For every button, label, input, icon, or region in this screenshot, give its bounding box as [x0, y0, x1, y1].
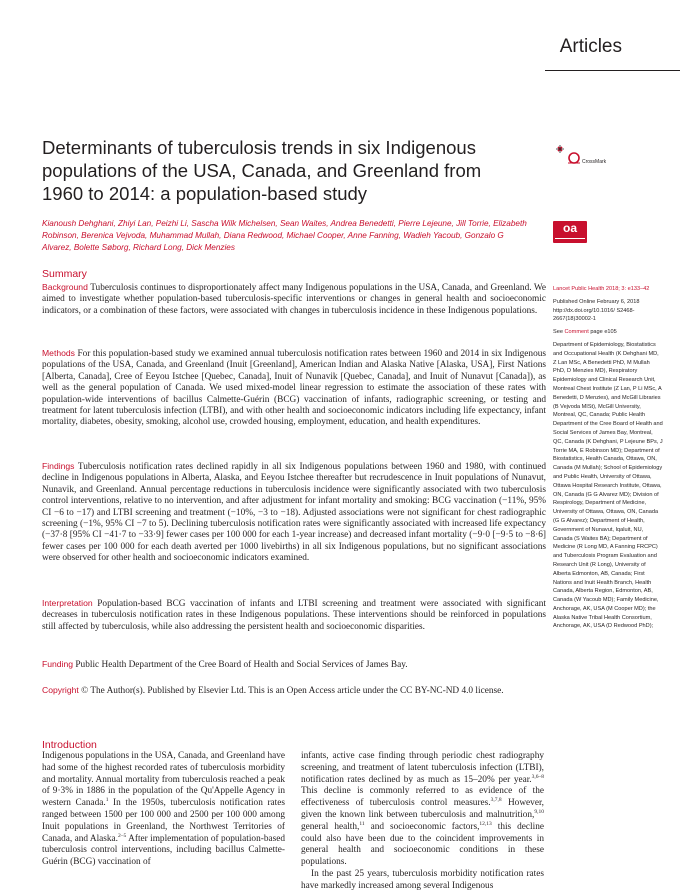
- crossmark-icon[interactable]: [552, 142, 607, 168]
- journal-citation[interactable]: Lancet Public Health 2018; 3: e133–42: [553, 286, 650, 292]
- findings-text: Tuberculosis notification rates declined rapidly in all six Indigenous populations between 1960 and 1980, with continued decline in Indigenous populations in Alberta, Alaska, and Eeyou Istchee thereafter but recrudescence in Inuit populations of Nunavut, Nunavik, and Greenland. Annual percentage reductions in tuberculosis incidence were significantly associated with two tuberculosis control interventions, relative to no intervention, and after adjustment for infant mortality and smoking: BCG vaccination (−11%, 95% CI −6 to −17) and LTBI screening and treatment (−10%, −3 to −18). Adjusted associations were not significant for chest radiographic screening (−1%, 95% CI −7 to 5). Declining tuberculosis notification rates were significantly associated with increased life expectancy (−37·8 [95% CI −41·7 to −33·9] fewer cases per 100 000 for each 1-year increase) and decreased infant mortality (−9·0 [−9·5 to −8·6] fewer cases per 100 000 for each death averted per 1000 livebirths) in all six Indigenous populations, but no significant associations were observed for other health and socioeconomic indicators examined.: [42, 462, 546, 564]
- intro-text: In the past 25 years, tuberculosis morbidity notification rates have markedly increased among several Indigenous: [301, 868, 544, 891]
- see-prefix: See: [553, 329, 565, 336]
- comment-link[interactable]: Comment: [564, 329, 589, 336]
- summary-methods: [42, 348, 546, 429]
- see-suffix: page e105: [588, 329, 617, 336]
- citation[interactable]: 11: [359, 820, 365, 827]
- introduction-column-1: [42, 751, 285, 869]
- citation[interactable]: 1: [105, 797, 109, 804]
- funding-text: Public Health Department of the Cree Board of Health and Social Services of James Bay.: [75, 660, 408, 670]
- citation[interactable]: 3,6–8: [531, 773, 544, 780]
- methods-text: For this population-based study we examined annual tuberculosis notification rates between 1960 and 2014 in six Indigenous populations of the USA, Canada, and Greenland (Inuit [Greenland], American Indian and Alaska Native [Alaska, USA], First Nations [Alberta, Canada], Cree of Eeyou Istchee [Quebec, Canada], Inuit of Nunavik [Quebec, Canada], and Inuit of Nunavut [Canada]), as well as the general population of Canada. We used mixed-model linear regression to estimate the association of these rates with population-wide interventions of bacillus Calmette-Guérin (BCG) vaccination of infants, radiographic screening, or testing and treatment for latent tuberculosis infection (LTBI), and with other health and socioeconomic indicators including life expectancy, infant mortality, diabetes, obesity, smoking, alcohol use, crowded housing, employment, education, and health expenditures.: [42, 349, 546, 428]
- crossmark-label: CrossMark: [582, 159, 607, 165]
- see-comment: [553, 328, 663, 337]
- citation[interactable]: 12,13: [479, 820, 492, 827]
- section-label: Articles: [559, 36, 622, 57]
- methods-label: Methods: [42, 348, 75, 358]
- introduction-column-2: [301, 751, 544, 893]
- intro-text: In the 1950s, tuberculosis notification rates ranged between 1500 per 100 000 and 2500 per 100 000 among Inuit populations in Greenland, the Northwest Territories of Canada, and Alaska.: [42, 798, 285, 844]
- article-sidebar: [553, 285, 663, 631]
- open-access-label: oa: [562, 221, 577, 235]
- summary-heading: Summary: [42, 268, 87, 280]
- citation[interactable]: 2–5: [118, 832, 127, 839]
- intro-text: After implementation of population-based tuberculosis control interventions, including bacillus Calmette-Guérin (BCG) vaccination of: [42, 833, 285, 868]
- citation[interactable]: 3,7,8: [490, 797, 502, 804]
- intro-text: Indigenous populations in the USA, Canada, and Greenland have had some of the highest recorded rates of tuberculosis morbidity and mortality. Annual mortality from tuberculosis reached a peak of 9·3% in 1886 in the population of the Qu'Appelle Agency in western Canada.: [42, 751, 285, 809]
- published-online[interactable]: Published Online February 6, 2018 http://dx.doi.org/10.1016/ S2468-2667(18)30002-1: [553, 298, 640, 323]
- summary-interpretation: [42, 598, 546, 633]
- funding-label: Funding: [42, 659, 74, 669]
- findings-label: Findings: [42, 461, 75, 471]
- summary-copyright: [42, 685, 546, 697]
- copyright-text: © The Author(s). Published by Elsevier Ltd. This is an Open Access article under the CC BY-NC-ND 4.0 license.: [81, 686, 504, 696]
- open-access-underline: [555, 236, 585, 241]
- intro-text: and socioeconomic factors,: [364, 821, 480, 832]
- intro-text: infants, active case finding through periodic chest radiography screening, and treatment of latent tuberculosis infection (LTBI), notification rates declined by as much as 15–20% per year.: [301, 751, 544, 785]
- article-title: Determinants of tuberculosis trends in six Indigenous populations of the USA, Canada, and Greenland from 1960 to 2014: a population-based study: [42, 137, 482, 204]
- author-list[interactable]: Kianoush Dehghani, Zhiyi Lan, Peizhi Li, Sascha Wilk Michelsen, Sean Waites, Andrea Benedetti, Pierre Lejeune, Jill Torrie, Elizabeth Robinson, Berenica Vejvoda, Muhammad Mullah, Diana Redwood, Michael Cooper, Anne Fanning, Wadieh Yacoub, Gonzalo G Alvarez, Bolette Søborg, Richard Long, Dick Menzies: [42, 219, 527, 252]
- affiliations: Department of Epidemiology, Biostatistics and Occupational Health (K Dehghani MD, Z Lan MSc, A Benedetti PhD, M Mullah PhD, D Menzies MD), Respiratory Epidemiology and Clinical Research Unit, Montreal Chest Institute (Z Lan, P Li MSc, A Benedetti, D Menzies), and McGill Libraries (B Vejvoda MISt), McGill University, Montreal, QC, Canada; Public Health Department of the Cree Board of Health and Social Services of James Bay, Montreal, QC, Canada (K Dehghani, P Lejeune BPs, J Torrie MA, E Robinson MD); Department of Biostatistics, Health Canada, Ottawa, ON, Canada (M Mullah); School of Epidemiology and Public Health, University of Ottawa, Ottawa Hospital Research Institute, Ottawa, ON, Canada (G G Alvarez MD); Division of Respirology, Department of Medicine, University of Ottawa, Ottawa, ON, Canada (G G Alvarez); Department of Health, Government of Nunavut, Iqaluit, NU, Canada (S Waites BA); Department of Medicine (R Long MD, A Fanning FRCPC) and Tuberculosis Program Evaluation and Research Unit (R Long), University of Alberta Edmonton, AB, Canada; First Nations and Inuit Health Branch, Health Canada, Alberta Region, Edmonton, AB, Canada (W Yacoub MD); Family Medicine, Anchorage, AK, USA (M Cooper MD); the Alaska Native Tribal Health Consortium, Anchorage, AK, USA (D Redwood PhD);: [553, 341, 663, 630]
- intro-text: general health,: [301, 821, 360, 832]
- header-rule: [545, 70, 680, 71]
- background-label: Background: [42, 282, 88, 292]
- citation[interactable]: 9,10: [534, 808, 544, 815]
- intro-text: However, given the known link between tuberculosis and malnutrition,: [301, 798, 544, 820]
- summary-funding: [42, 659, 546, 671]
- intro-text: this decline could also have been due to the coincident improvements in general health and socioeconomic conditions in these populations.: [301, 821, 544, 868]
- summary-findings: [42, 461, 546, 565]
- copyright-label: Copyright: [42, 685, 79, 695]
- intro-text: This decline is commonly referred to as evidence of the effectiveness of tuberculosis control measures.: [301, 786, 544, 809]
- interpretation-text: Population-based BCG vaccination of infants and LTBI screening and treatment were associated with significant decreases in tuberculosis notification rates in these Indigenous populations. These interventions should be reinforced in populations still affected by tuberculosis, while also addressing the persistent health and socioeconomic disparities.: [42, 599, 546, 632]
- introduction-heading: Introduction: [42, 739, 97, 751]
- background-text: Tuberculosis continues to disproportionately affect many Indigenous populations in the USA, Canada, and Greenland. We aimed to investigate whether population-based tuberculosis-specific interventions or changes in general health and socioeconomic indicators, or a combination of these factors, were associated with changes in tuberculosis incidence in these Indigenous populations.: [42, 283, 546, 316]
- summary-background: [42, 282, 546, 317]
- interpretation-label: Interpretation: [42, 598, 93, 608]
